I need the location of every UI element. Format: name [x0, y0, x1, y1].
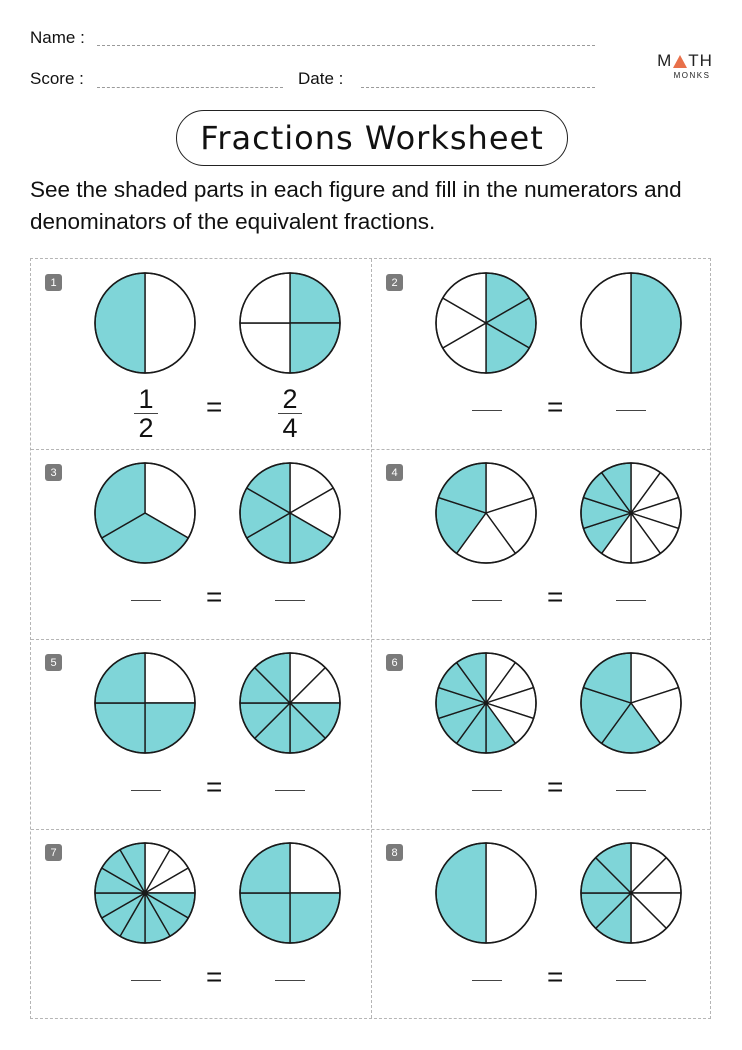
equals-sign: =: [547, 581, 564, 612]
date-label: Date :: [298, 69, 344, 88]
problem-8: [372, 829, 712, 1019]
problem-5: [31, 639, 371, 829]
problem-number-badge: 5: [45, 654, 62, 671]
left-fraction-circle: [434, 271, 538, 375]
left-answer-blank[interactable]: [131, 980, 161, 981]
name-label: Name :: [30, 28, 85, 47]
equals-sign: =: [206, 581, 223, 612]
denominator: 4: [282, 413, 298, 443]
left-fraction: [131, 385, 161, 442]
left-fraction-circle: [93, 461, 197, 565]
problem-number-badge: 8: [386, 844, 403, 861]
problem-number-badge: 2: [386, 274, 403, 291]
right-fraction-circle: [238, 651, 342, 755]
numerator: 2: [282, 384, 298, 414]
problem-grid: [30, 258, 711, 1019]
score-field[interactable]: [97, 87, 283, 88]
problem-number-badge: 3: [45, 464, 62, 481]
left-fraction-circle: [93, 651, 197, 755]
denominator: 2: [138, 413, 154, 443]
right-fraction-circle: [579, 271, 683, 375]
equals-sign: =: [547, 391, 564, 422]
right-answer-blank[interactable]: [616, 980, 646, 981]
problem-number-badge: 7: [45, 844, 62, 861]
right-answer-blank[interactable]: [616, 790, 646, 791]
right-answer-blank[interactable]: [616, 600, 646, 601]
left-fraction-circle: [434, 651, 538, 755]
left-fraction-circle: [93, 271, 197, 375]
math-monks-logo: [655, 52, 715, 80]
problem-4: [372, 449, 712, 639]
left-fraction-circle: [93, 841, 197, 945]
right-fraction-circle: [579, 461, 683, 565]
name-field[interactable]: [97, 45, 595, 46]
equals-sign: =: [206, 391, 223, 422]
instructions: See the shaded parts in each figure and fill in the numerators and denominators of the equivalent fractions.: [30, 177, 682, 234]
right-fraction-circle: [238, 841, 342, 945]
problem-number-badge: 1: [45, 274, 62, 291]
right-fraction-circle: [579, 841, 683, 945]
date-field[interactable]: [361, 87, 595, 88]
problem-2: [372, 259, 712, 449]
left-answer-blank[interactable]: [131, 790, 161, 791]
equals-sign: =: [547, 771, 564, 802]
logo-th: TH: [688, 51, 713, 70]
equals-sign: =: [206, 771, 223, 802]
problem-3: [31, 449, 371, 639]
left-fraction-circle: [434, 841, 538, 945]
numerator: 1: [138, 384, 154, 414]
left-answer-blank[interactable]: [472, 980, 502, 981]
left-fraction-circle: [434, 461, 538, 565]
left-answer-blank[interactable]: [472, 790, 502, 791]
problem-1: [31, 259, 371, 449]
left-answer-blank[interactable]: [472, 410, 502, 411]
right-fraction-circle: [238, 271, 342, 375]
worksheet-title: Fractions Worksheet: [176, 110, 568, 166]
problem-7: [31, 829, 371, 1019]
right-answer-blank[interactable]: [275, 600, 305, 601]
right-fraction: [275, 385, 305, 442]
score-label: Score :: [30, 69, 84, 88]
problem-number-badge: 4: [386, 464, 403, 481]
logo-m: M: [657, 51, 673, 70]
logo-wordmark: [655, 52, 715, 70]
left-answer-blank[interactable]: [131, 600, 161, 601]
equals-sign: =: [206, 961, 223, 992]
equals-sign: =: [547, 961, 564, 992]
left-answer-blank[interactable]: [472, 600, 502, 601]
right-answer-blank[interactable]: [616, 410, 646, 411]
right-answer-blank[interactable]: [275, 790, 305, 791]
right-fraction-circle: [238, 461, 342, 565]
problem-6: [372, 639, 712, 829]
logo-subtitle: MONKS: [673, 71, 711, 80]
right-fraction-circle: [579, 651, 683, 755]
triangle-icon: [673, 55, 687, 68]
problem-number-badge: 6: [386, 654, 403, 671]
right-answer-blank[interactable]: [275, 980, 305, 981]
